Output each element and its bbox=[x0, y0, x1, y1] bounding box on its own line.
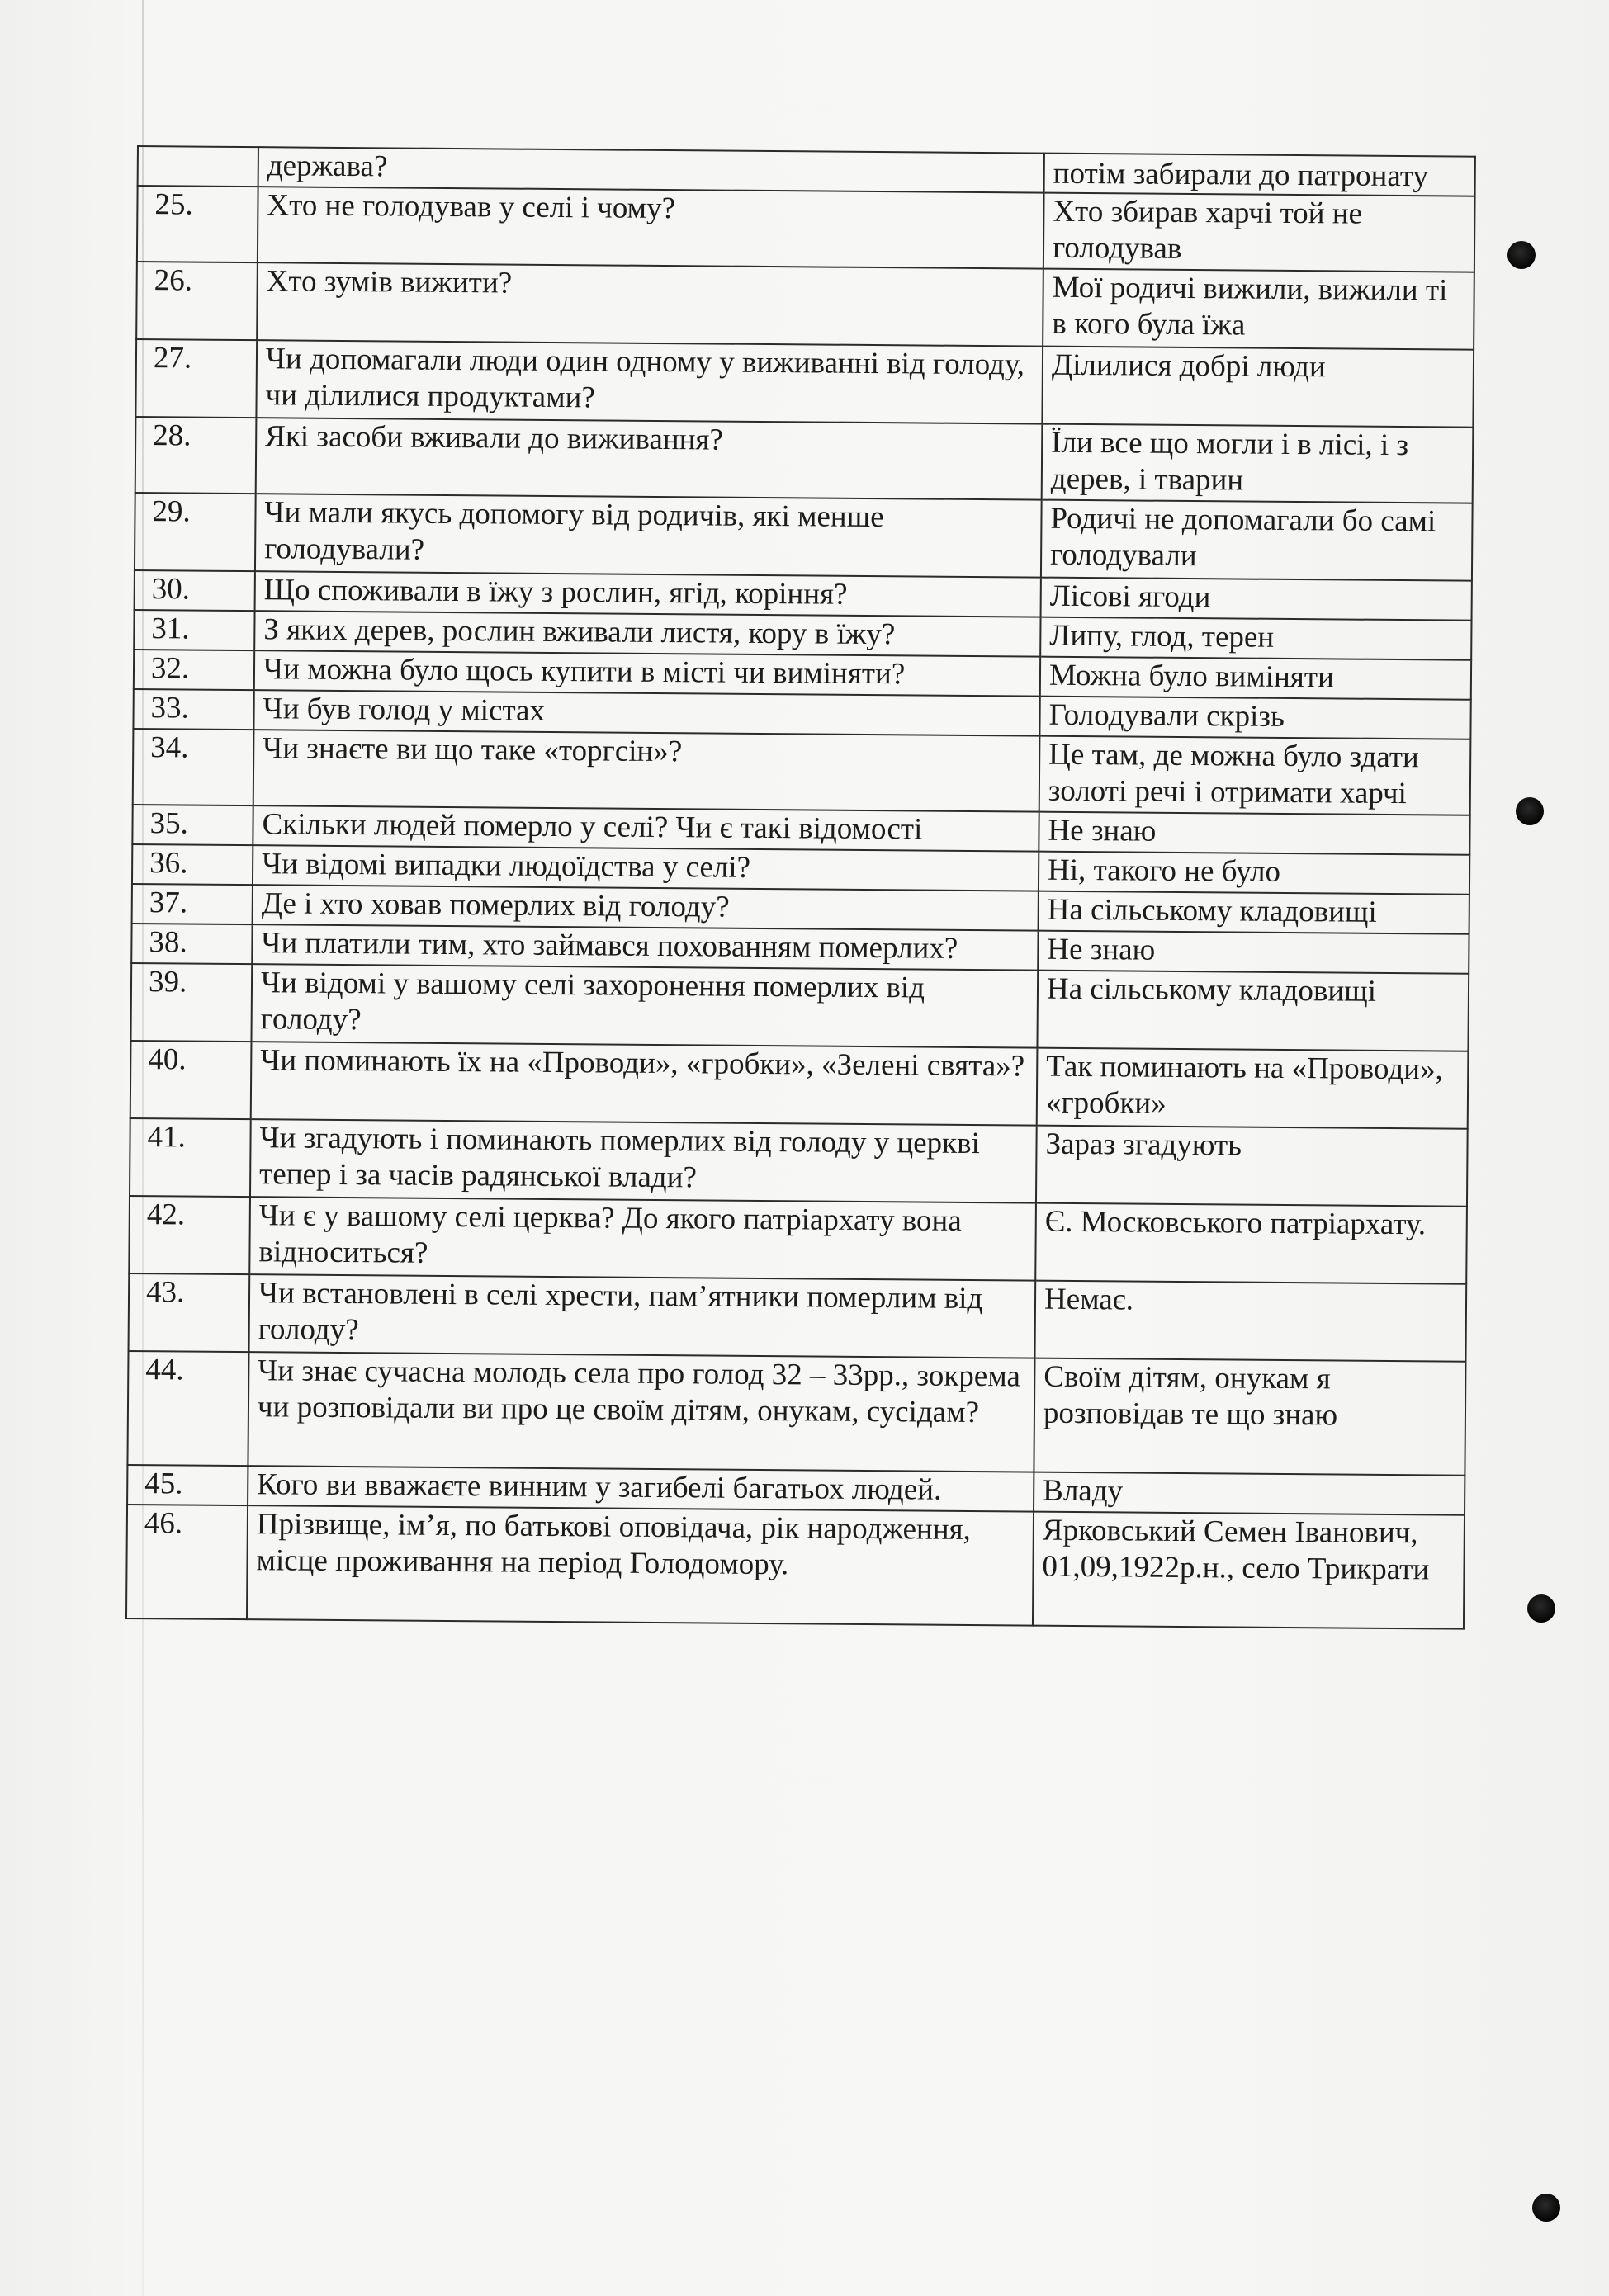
answer-cell: Хто збирав харчі той не голодував bbox=[1043, 193, 1475, 272]
row-number bbox=[138, 146, 258, 187]
punch-hole-2 bbox=[1516, 797, 1544, 825]
questionnaire-table bbox=[125, 145, 1476, 1630]
row-number: 37. bbox=[132, 884, 253, 924]
answer-cell: На сільському кладовищі bbox=[1039, 891, 1469, 934]
answer-cell: Ні, такого не було bbox=[1039, 852, 1469, 895]
row-number: 34. bbox=[133, 729, 254, 805]
row-number: 35. bbox=[132, 805, 253, 845]
answer-cell: Мої родичі вижили, вижили ті в кого була їжа bbox=[1043, 269, 1474, 350]
answer-cell: Немає. bbox=[1034, 1281, 1466, 1362]
answer-cell: Родичі не допомагали бо самі голодували bbox=[1041, 500, 1473, 581]
answer-cell: Зараз згадують bbox=[1036, 1126, 1468, 1207]
answer-cell: потім забирали до патронату bbox=[1044, 154, 1475, 196]
answer-cell: Можна було виміняти bbox=[1040, 657, 1471, 700]
answer-cell: Так поминають на «Проводи», «гробки» bbox=[1037, 1048, 1469, 1129]
answer-cell: На сільському кладовищі bbox=[1037, 971, 1469, 1051]
question-cell: Прізвище, ім’я, по батькові оповідача, рік народження, місце проживання на період Голодомору. bbox=[247, 1505, 1034, 1625]
row-number: 41. bbox=[130, 1118, 251, 1197]
question-cell: Чи мали якусь допомогу від родичів, які менше голодували? bbox=[255, 494, 1042, 577]
question-cell: Чи знає сучасна молодь села про голод 32 – 33рр., зокрема чи розповідали ви про це своїм дітям, онукам, сусідам? bbox=[248, 1352, 1034, 1472]
table-row bbox=[126, 1505, 1465, 1629]
question-cell: Чи згадують і поминають померлих від голоду у церкві тепер і за часів радянської влади? bbox=[250, 1119, 1037, 1202]
row-number: 29. bbox=[135, 493, 256, 571]
row-number: 40. bbox=[130, 1041, 252, 1119]
answer-cell: Своїм дітям, онукам я розповідав те що знаю bbox=[1034, 1358, 1465, 1476]
row-number: 36. bbox=[132, 844, 253, 885]
table-row bbox=[127, 1351, 1465, 1476]
question-cell: Чи був голод у містах bbox=[253, 690, 1039, 735]
table-row bbox=[129, 1273, 1467, 1362]
punch-hole-4 bbox=[1532, 2194, 1560, 2222]
row-number: 26. bbox=[136, 262, 258, 340]
question-cell: Чи відомі випадки людоїдства у селі? bbox=[253, 845, 1039, 891]
question-cell: Кого ви вважаєте винним у загибелі багатьох людей. bbox=[248, 1466, 1034, 1511]
row-number: 45. bbox=[127, 1465, 248, 1505]
answer-cell: Їли все що могли і в лісі, і з дерев, і тварин bbox=[1042, 424, 1474, 503]
table-row bbox=[135, 493, 1473, 581]
answer-cell: Владу bbox=[1034, 1472, 1465, 1515]
row-number: 39. bbox=[130, 963, 252, 1042]
question-cell: Чи відомі у вашому селі захоронення померлих від голоду? bbox=[251, 964, 1038, 1047]
answer-cell: Не знаю bbox=[1039, 812, 1469, 855]
question-cell: Чи платили тим, хто займався похованням померлих? bbox=[252, 924, 1038, 970]
row-number: 31. bbox=[134, 610, 254, 650]
answer-cell: Голодували скрізь bbox=[1039, 697, 1470, 739]
answer-cell: Є. Московського патріархату. bbox=[1035, 1203, 1467, 1284]
row-number: 46. bbox=[126, 1505, 248, 1619]
question-cell: Хто не голодував у селі і чому? bbox=[258, 187, 1044, 268]
row-number: 44. bbox=[127, 1351, 248, 1466]
row-number: 32. bbox=[134, 650, 254, 690]
answer-cell: Ярковський Семен Іванович, 01,09,1922р.н., село Трикрати bbox=[1033, 1512, 1465, 1629]
question-cell: Що споживали в їжу з рослин, ягід, коріння? bbox=[255, 571, 1041, 617]
question-cell: Які засоби вживали до виживання? bbox=[256, 418, 1043, 499]
row-number: 25. bbox=[137, 186, 258, 262]
answer-cell: Лісові ягоди bbox=[1041, 578, 1472, 621]
question-cell: Чи є у вашому селі церква? До якого патріархату вона відноситься? bbox=[249, 1197, 1036, 1280]
row-number: 43. bbox=[129, 1273, 250, 1352]
table-row bbox=[135, 417, 1474, 503]
table-row bbox=[129, 1196, 1467, 1284]
question-cell: Скільки людей померло у селі? Чи є такі відомості bbox=[253, 805, 1039, 851]
punch-hole-1 bbox=[1507, 241, 1536, 269]
question-cell: Чи можна було щось купити в місті чи виміняти? bbox=[254, 650, 1040, 696]
question-cell: Чи встановлені в селі хрести, пам’ятники померлим від голоду? bbox=[249, 1274, 1036, 1358]
answer-cell: Це там, де можна було здати золоті речі і отримати харчі bbox=[1039, 736, 1471, 815]
question-cell: З яких дерев, рослин вживали листя, кору в їжу? bbox=[254, 611, 1040, 656]
table-row bbox=[130, 1118, 1468, 1207]
row-number: 28. bbox=[135, 417, 257, 494]
answer-cell: Ділилися добрі люди bbox=[1042, 347, 1474, 428]
answer-cell: Не знаю bbox=[1038, 931, 1469, 974]
question-cell: Хто зумів вижити? bbox=[257, 262, 1043, 346]
table-row bbox=[130, 1041, 1469, 1129]
table-row bbox=[137, 186, 1475, 272]
row-number: 38. bbox=[131, 924, 252, 964]
table-row bbox=[133, 729, 1471, 815]
row-number: 27. bbox=[135, 339, 257, 418]
row-number: 30. bbox=[135, 570, 255, 611]
table-row bbox=[136, 262, 1474, 350]
table-row bbox=[130, 963, 1469, 1051]
answer-cell: Липу, глод, терен bbox=[1040, 617, 1471, 660]
punch-hole-3 bbox=[1527, 1594, 1555, 1623]
question-cell: Чи поминають їх на «Проводи», «гробки», «Зелені свята»? bbox=[251, 1042, 1038, 1125]
question-cell: Чи допомагали люди один одному у виживанні від голоду, чи ділилися продуктами? bbox=[256, 340, 1043, 423]
question-cell: Чи знаєте ви що таке «торгсін»? bbox=[253, 730, 1040, 811]
row-number: 33. bbox=[133, 689, 253, 730]
question-cell: Де і хто ховав померлих від голоду? bbox=[253, 885, 1039, 930]
table-row bbox=[135, 339, 1474, 428]
row-number: 42. bbox=[129, 1196, 250, 1274]
question-cell: держава? bbox=[258, 147, 1044, 192]
